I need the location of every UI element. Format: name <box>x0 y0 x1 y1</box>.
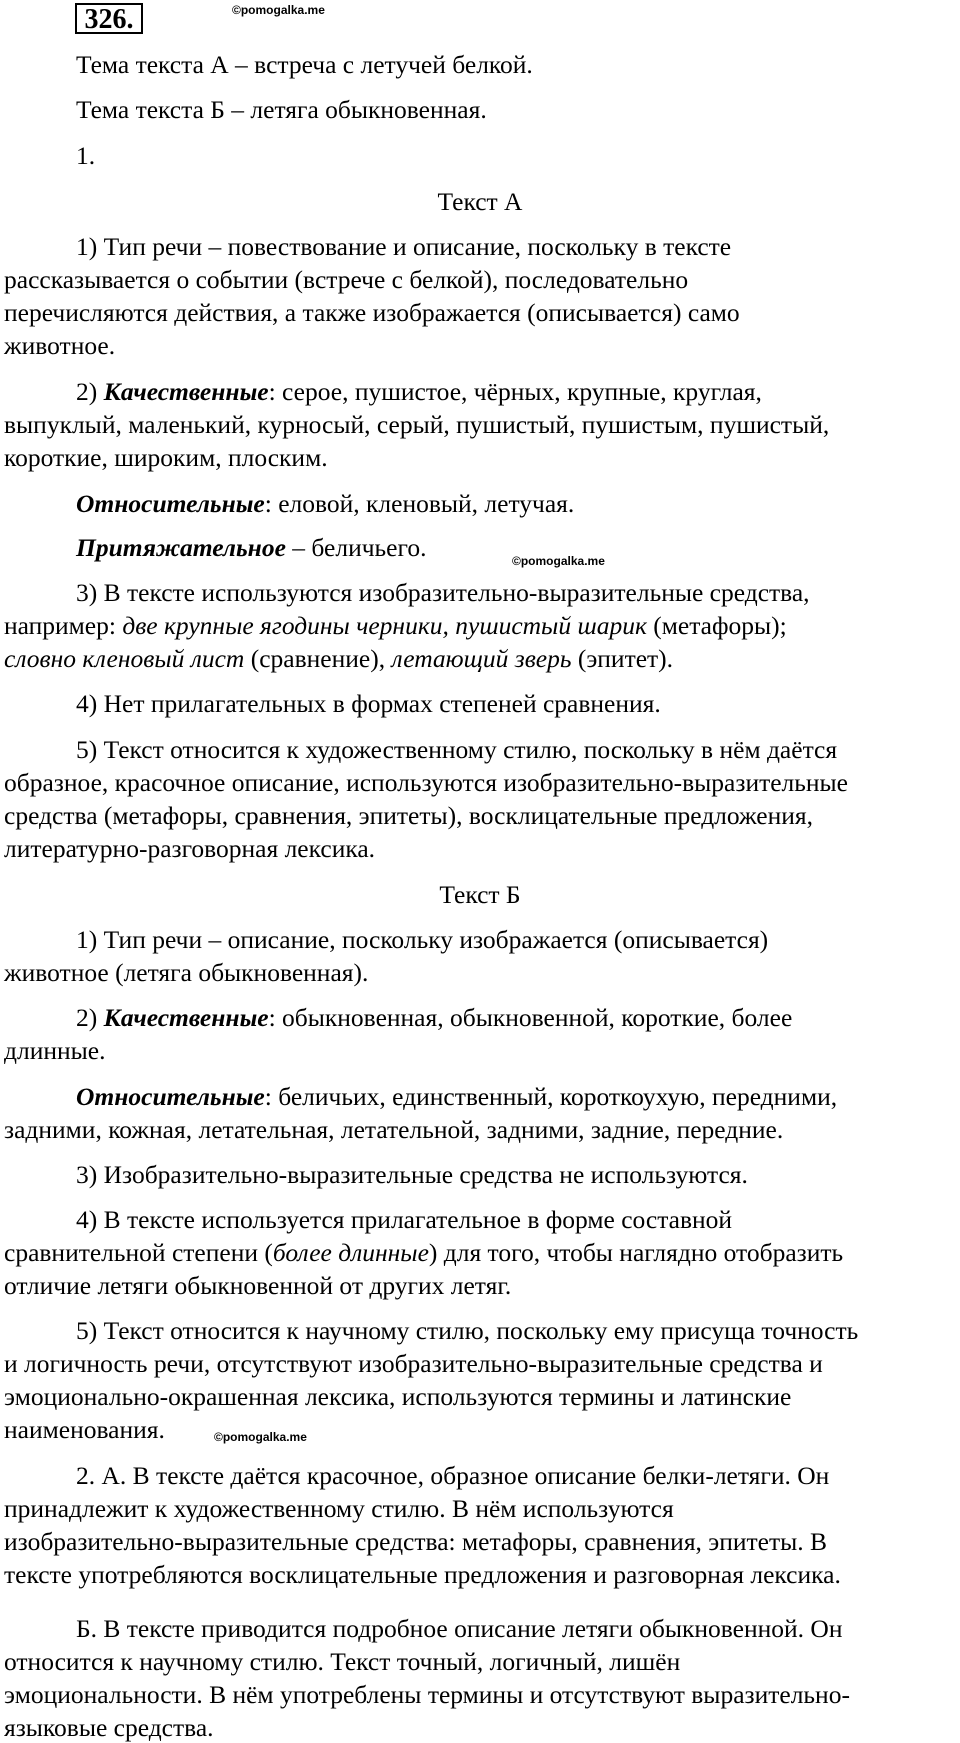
text-a-p2-rest: : серое, пушистое, чёрных, крупные, круглая, <box>268 377 762 406</box>
text-b-p2-line1 <box>76 1005 792 1031</box>
text-a-relative-rest: : еловой, кленовый, летучая. <box>264 489 575 518</box>
text-a-p3-text: (метафоры); <box>646 611 787 640</box>
text-a-qualitative-term: Качественные <box>103 377 269 406</box>
item-2-a-line: 2. А. В тексте даётся красочное, образное описание белки-летяги. Он <box>76 1461 830 1490</box>
text-a-relative-term: Относительные <box>76 489 265 518</box>
exercise-number: 326. <box>75 3 143 34</box>
text-a-p3-text: например: <box>4 611 123 640</box>
text-b-p5-line: наименования. <box>4 1415 165 1444</box>
text-a-p5-line: литературно-разговорная лексика. <box>4 834 376 863</box>
text-a-possessive-line <box>76 535 426 561</box>
text-a-p2-line1 <box>76 379 762 405</box>
text-a-heading: Текст А <box>437 187 523 216</box>
text-b-p4-example: более длинные <box>272 1238 429 1267</box>
text-a-p3-text: (эпитет). <box>571 644 674 673</box>
item-2-b-line: языковые средства. <box>4 1713 214 1742</box>
watermark: ©pomogalka.me <box>232 3 325 17</box>
text-b-p4-text: ) для того, чтобы наглядно отобразить <box>428 1238 844 1267</box>
text-a-p3-example: летающий зверь <box>391 644 572 673</box>
item-1-label: 1. <box>76 141 96 170</box>
item-2-b-line: эмоциональности. В нём употреблены термины и отсутствуют выразительно- <box>4 1680 850 1709</box>
text-a-p4: 4) Нет прилагательных в формах степеней сравнения. <box>76 689 661 718</box>
text-b-p3: 3) Изобразительно-выразительные средства не используются. <box>76 1160 748 1189</box>
text-b-p2-prefix: 2) <box>76 1003 104 1032</box>
text-a-p5-line: средства (метафоры, сравнения, эпитеты), восклицательные предложения, <box>4 801 814 830</box>
text-b-p1-line: 1) Тип речи – описание, поскольку изображается (описывается) <box>76 925 769 954</box>
text-b-p2-line2: длинные. <box>4 1036 106 1065</box>
item-2-b-line: Б. В тексте приводится подробное описание летяги обыкновенной. Он <box>76 1614 843 1643</box>
watermark: ©pomogalka.me <box>214 1430 307 1444</box>
theme-a: Тема текста А – встреча с летучей белкой. <box>76 50 533 79</box>
text-b-qualitative-term: Качественные <box>103 1003 269 1032</box>
text-a-p1-line: животное. <box>4 331 116 360</box>
theme-b: Тема текста Б – летяга обыкновенная. <box>76 95 487 124</box>
text-b-p4-text: сравнительной степени ( <box>4 1238 273 1267</box>
text-a-p2-line: выпуклый, маленький, курносый, серый, пушистый, пушистым, пушистый, <box>4 410 830 439</box>
text-a-p3-text: (сравнение), <box>244 644 392 673</box>
text-b-p4-line3: отличие летяги обыкновенной от других летяг. <box>4 1271 512 1300</box>
text-a-p2-prefix: 2) <box>76 377 104 406</box>
item-2-a-line: изобразительно-выразительные средства: метафоры, сравнения, эпитеты. В <box>4 1527 828 1556</box>
text-b-relative-term: Относительные <box>76 1082 265 1111</box>
text-a-possessive-term: Притяжательное <box>76 533 286 562</box>
text-a-p3-example: две крупные ягодины черники, пушистый шарик <box>122 611 647 640</box>
text-a-p3-line1: 3) В тексте используются изобразительно-выразительные средства, <box>76 578 810 607</box>
item-2-b-line: относится к научному стилю. Текст точный, логичный, лишён <box>4 1647 681 1676</box>
text-b-p4-line1: 4) В тексте используется прилагательное в форме составной <box>76 1205 733 1234</box>
text-a-p1-line: рассказывается о событии (встрече с белкой), последовательно <box>4 265 689 294</box>
text-b-p5-line: 5) Текст относится к научному стилю, поскольку ему присуща точность <box>76 1316 859 1345</box>
text-a-p3-line3 <box>4 646 673 672</box>
text-b-p2-rest: : обыкновенная, обыкновенной, короткие, более <box>268 1003 793 1032</box>
item-2-a-line: принадлежит к художественному стилю. В нём используются <box>4 1494 674 1523</box>
text-a-p1-line: 1) Тип речи – повествование и описание, поскольку в тексте <box>76 232 732 261</box>
text-a-possessive-rest: – беличьего. <box>285 533 427 562</box>
text-b-heading: Текст Б <box>439 880 521 909</box>
text-a-p5-line: образное, красочное описание, используются изобразительно-выразительные <box>4 768 849 797</box>
text-a-p3-line2 <box>4 613 787 639</box>
text-b-relative-line2: задними, кожная, летательная, летательной, задними, задние, передние. <box>4 1115 784 1144</box>
text-a-p2-line: короткие, широким, плоским. <box>4 443 328 472</box>
text-a-p1-line: перечисляются действия, а также изображается (описывается) само <box>4 298 740 327</box>
text-b-relative-rest: : беличьих, единственный, короткоухую, передними, <box>264 1082 838 1111</box>
text-a-p5-line: 5) Текст относится к художественному стилю, поскольку в нём даётся <box>76 735 838 764</box>
text-b-relative-line1 <box>76 1084 837 1110</box>
text-b-p5-line: эмоционально-окрашенная лексика, используются термины и латинские <box>4 1382 792 1411</box>
text-b-p4-line2 <box>4 1240 843 1266</box>
text-b-p1-line: животное (летяга обыкновенная). <box>4 958 369 987</box>
text-a-p3-example: словно кленовый лист <box>4 644 245 673</box>
text-b-p5-line: и логичность речи, отсутствуют изобразительно-выразительные средства и <box>4 1349 823 1378</box>
text-a-relative-line <box>76 491 574 517</box>
watermark: ©pomogalka.me <box>512 554 605 568</box>
item-2-a-line: тексте употребляются восклицательные предложения и разговорная лексика. <box>4 1560 841 1589</box>
